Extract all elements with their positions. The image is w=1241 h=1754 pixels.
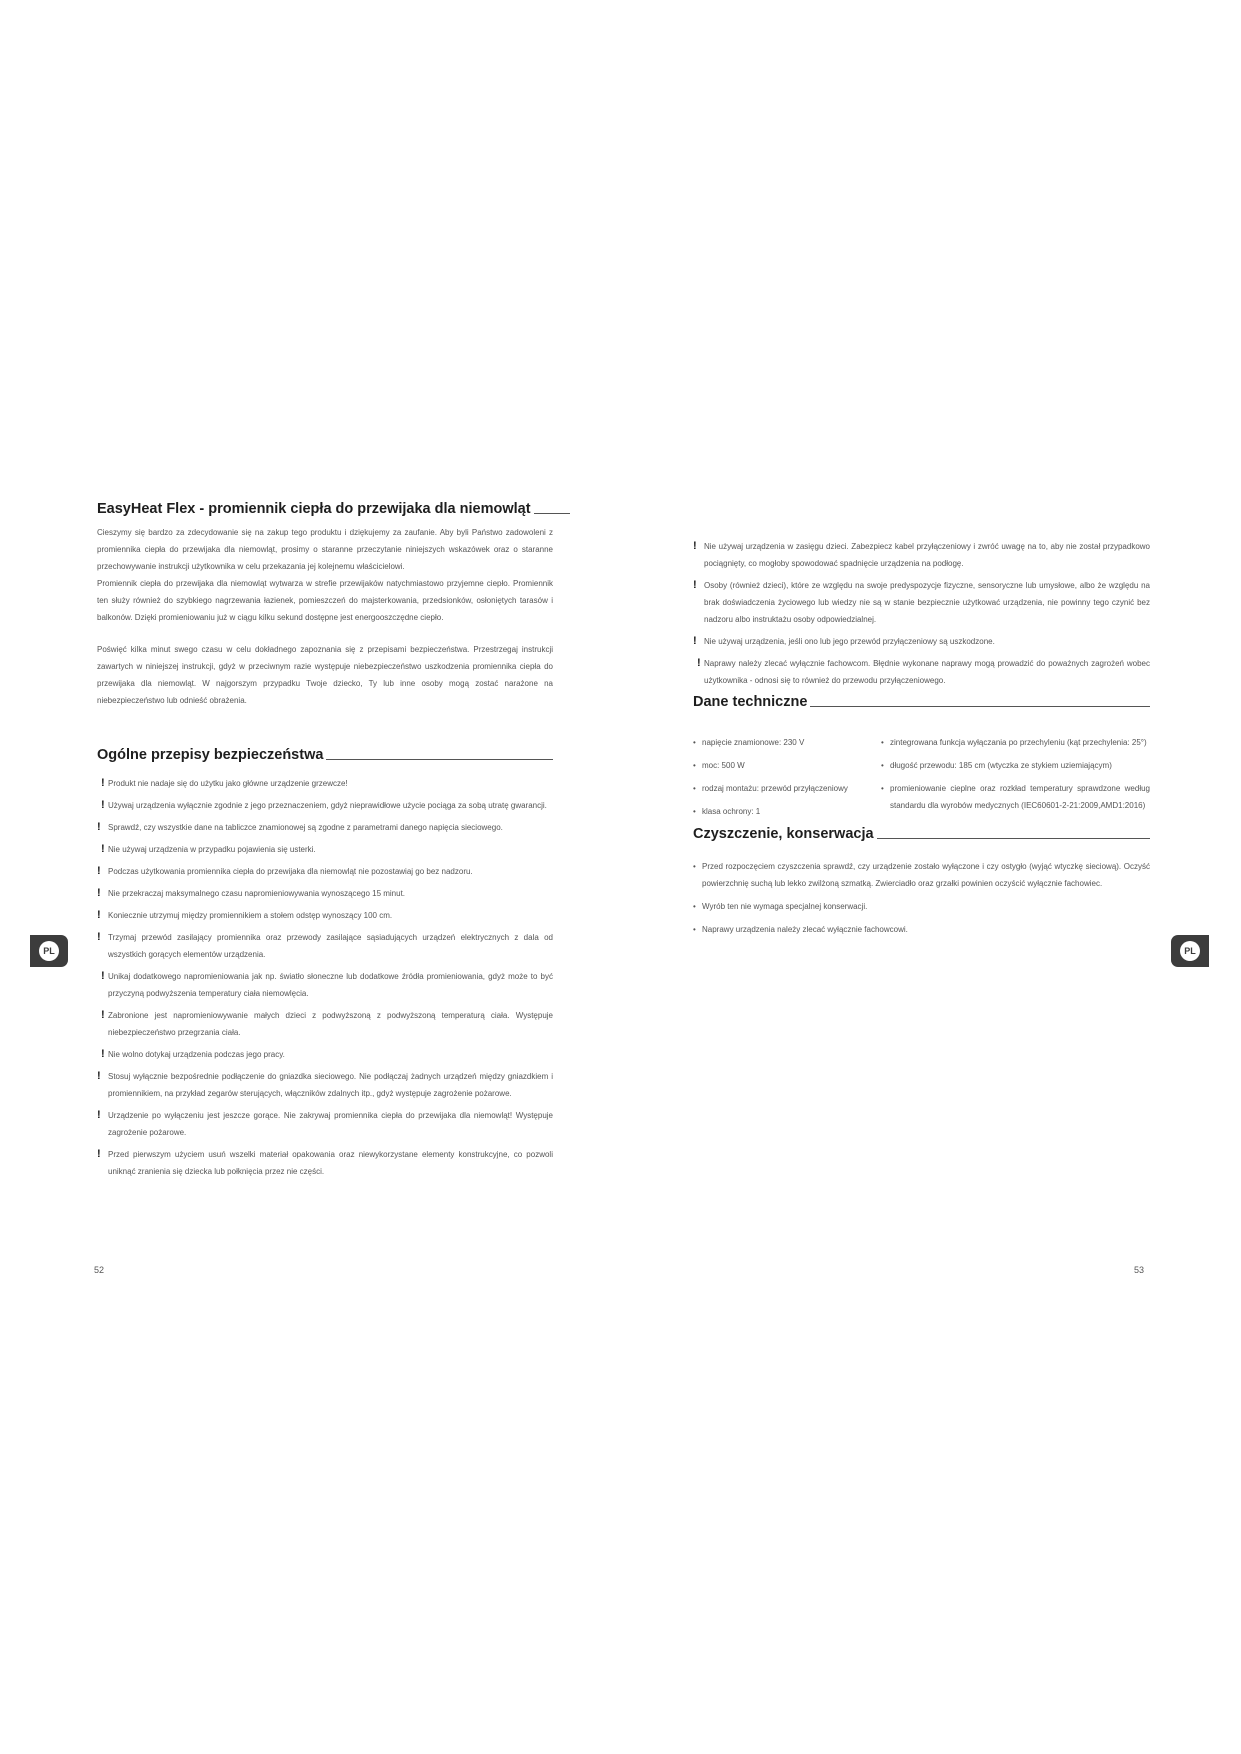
bullet-icon: • — [693, 807, 696, 816]
warning-item-text: Naprawy należy zlecać wyłącznie fachowcom. Błędnie wykonane naprawy mogą prowadzić do poważnych zagrożeń wobec użytkownika - odnosi się to również do przewodu przyłączeniowego. — [704, 659, 1150, 685]
warning-item — [693, 655, 1150, 689]
warning-exclamation-icon: ! — [97, 1070, 101, 1082]
intro-paragraph: Promiennik ciepła do przewijaka dla niemowląt wytwarza w strefie przewijaków natychmiastowo przyjemne ciepło. Promiennik ten służy również do szybkiego nagrzewania łazienek, pomieszczeń do majsterkowania, przedsionków, osłoniętych tarasów i balkonów. Dzięki promieniowaniu już w ciągu kilku sekund dostępne jest energooszczędne ciepło. — [97, 579, 553, 622]
safety-item-text: Trzymaj przewód zasilający promiennika oraz przewody zasilające sąsiadujących urządzeń elektrycznych z dala od wszystkich gorących elementów urządzenia. — [108, 933, 553, 959]
left-page-column — [97, 501, 553, 1185]
spec-text: promieniowanie cieplne oraz rozkład temperatury sprawdzone według standardu dla wyrobów medycznych (IEC60601-2-21:2009,AMD1:2016) — [890, 784, 1150, 810]
warnings-list — [693, 538, 1150, 689]
warning-exclamation-icon: ! — [693, 540, 697, 552]
safety-item — [97, 797, 553, 814]
warning-item — [693, 633, 1150, 650]
heading-rule — [810, 706, 1150, 707]
heading-rule — [877, 838, 1150, 839]
warning-exclamation-icon: ! — [97, 909, 101, 921]
safety-item — [97, 775, 553, 792]
tech-specs — [693, 734, 1150, 826]
safety-item — [97, 885, 553, 902]
spec-text: moc: 500 W — [702, 761, 745, 770]
spec-item — [693, 734, 881, 751]
right-page-column — [693, 538, 1150, 944]
language-tab-right — [1171, 935, 1209, 967]
bullet-icon: • — [881, 738, 884, 747]
safety-item — [97, 907, 553, 924]
warning-exclamation-icon: ! — [693, 635, 697, 647]
warning-exclamation-icon: ! — [97, 865, 101, 877]
spec-text: zintegrowana funkcja wyłączania po przechyleniu (kąt przechylenia: 25°) — [890, 738, 1147, 747]
warning-exclamation-icon: ! — [97, 1148, 101, 1160]
intro-section — [97, 524, 553, 709]
cleaning-item-text: Przed rozpoczęciem czyszczenia sprawdź, czy urządzenie zostało wyłączone i czy ostygło (wyjąć wtyczkę sieciową). Oczyść powierzchnię suchą lub lekko zwilżoną szmatką. Zwierciadło oraz grzałki powinien oczyścić wyłącznie fachowiec. — [702, 862, 1150, 888]
spec-text: rodzaj montażu: przewód przyłączeniowy — [702, 784, 848, 793]
safety-item-text: Koniecznie utrzymuj między promiennikiem a stołem odstęp wynoszący 100 cm. — [108, 911, 393, 920]
safety-item — [97, 968, 553, 1002]
warning-exclamation-icon: ! — [101, 843, 105, 855]
spec-text: długość przewodu: 185 cm (wtyczka ze stykiem uziemiającym) — [890, 761, 1112, 770]
warning-exclamation-icon: ! — [697, 657, 701, 669]
language-badge: PL — [39, 941, 59, 961]
safety-item-text: Nie wolno dotykaj urządzenia podczas jego pracy. — [108, 1050, 285, 1059]
safety-item — [97, 841, 553, 858]
warning-item-text: Nie używaj urządzenia, jeśli ono lub jego przewód przyłączeniowy są uszkodzone. — [704, 637, 995, 646]
spec-item — [693, 780, 881, 797]
cleaning-item-text: Naprawy urządzenia należy zlecać wyłącznie fachowcowi. — [702, 925, 908, 934]
warning-item — [693, 538, 1150, 572]
spec-item — [881, 734, 1150, 751]
title-rule — [534, 513, 570, 514]
safety-heading — [97, 747, 553, 763]
safety-item-text: Przed pierwszym użyciem usuń wszelki materiał opakowania oraz niewykorzystane elementy konstrukcyjne, co pozwoli uniknąć zranienia się dziecka lub połknięcia przez nie części. — [108, 1150, 553, 1176]
bullet-icon: • — [693, 738, 696, 747]
page-number-left: 52 — [94, 1265, 105, 1275]
safety-item-text: Używaj urządzenia wyłącznie zgodnie z jego przeznaczeniem, gdyż nieprawidłowe użycie pociąga za sobą utratę gwarancji. — [108, 801, 547, 810]
safety-item-text: Podczas użytkowania promiennika ciepła do przewijaka dla niemowląt nie pozostawiaj go bez nadzoru. — [108, 867, 473, 876]
bullet-icon: • — [693, 925, 696, 934]
bullet-icon: • — [693, 784, 696, 793]
tech-specs-column-1 — [693, 734, 881, 826]
safety-item — [97, 1107, 553, 1141]
safety-item — [97, 819, 553, 836]
warning-item-text: Osoby (również dzieci), które ze względu na swoje predyspozycje fizyczne, sensoryczne lub umysłowe, albo że względu na brak doświadczenia życiowego lub wiedzy nie są w stanie bezpiecznie użytkować urządzenia, nie powinny tego czynić bez nadzoru albo instruktażu osoby odpowiedzialnej. — [704, 581, 1150, 624]
safety-item — [97, 929, 553, 963]
tech-heading-text: Dane techniczne — [693, 694, 808, 710]
bullet-icon: • — [881, 784, 884, 793]
safety-item — [97, 1068, 553, 1102]
spec-item — [881, 757, 1150, 774]
bullet-icon: • — [881, 761, 884, 770]
warning-exclamation-icon: ! — [101, 1009, 105, 1021]
safety-item-text: Produkt nie nadaje się do użytku jako główne urządzenie grzewcze! — [108, 779, 348, 788]
product-title-text: EasyHeat Flex - promiennik ciepła do przewijaka dla niemowląt — [97, 501, 531, 517]
warning-exclamation-icon: ! — [101, 777, 105, 789]
intro-paragraph: Cieszymy się bardzo za zdecydowanie się na zakup tego produktu i dziękujemy za zaufanie. Aby byli Państwo zadowoleni z promiennika ciepła do przewijaka dla niemowląt, prosimy o staranne przeczytanie niniejszych wskazówek oraz o staranne przechowywanie instrukcji użytkownika w celu przekazania jej kolejnemu właścicielowi. — [97, 528, 553, 571]
spec-text: napięcie znamionowe: 230 V — [702, 738, 805, 747]
heading-rule — [326, 759, 553, 760]
intro-paragraph: Poświęć kilka minut swego czasu w celu dokładnego zapoznania się z przepisami bezpieczeństwa. Przestrzegaj instrukcji zawartych w niniejszej instrukcji, gdyż w przeciwnym razie występuje niebezpieczeństwo uszkodzenia promiennika ciepła do przewijaka dla niemowląt. W najgorszym przypadku Twoje dziecko, Ty lub inne osoby mogą zostać narażone na niebezpieczeństwo lub odnieść obrażenia. — [97, 645, 553, 705]
cleaning-item-text: Wyrób ten nie wymaga specjalnej konserwacji. — [702, 902, 868, 911]
product-title — [97, 501, 553, 517]
safety-item-text: Sprawdź, czy wszystkie dane na tabliczce znamionowej są zgodne z parametrami danego napięcia sieciowego. — [108, 823, 503, 832]
cleaning-item — [693, 898, 1150, 915]
cleaning-item — [693, 858, 1150, 892]
bullet-icon: • — [693, 761, 696, 770]
warning-exclamation-icon: ! — [693, 579, 697, 591]
safety-item-text: Unikaj dodatkowego napromieniowania jak np. światło słoneczne lub dodatkowe źródła promieniowania, gdyż może to być przyczyną podwyższenia temperatury ciała niemowlęcia. — [108, 972, 553, 998]
warning-exclamation-icon: ! — [97, 1109, 101, 1121]
safety-item-text: Zabronione jest napromieniowywanie małych dzieci z podwyższoną z podwyższoną temperaturą ciała. Występuje niebezpieczeństwo przegrzania ciała. — [108, 1011, 553, 1037]
safety-heading-text: Ogólne przepisy bezpieczeństwa — [97, 747, 324, 763]
warning-exclamation-icon: ! — [97, 821, 101, 833]
warning-exclamation-icon: ! — [101, 1048, 105, 1060]
warning-item — [693, 577, 1150, 628]
spec-text: klasa ochrony: 1 — [702, 807, 761, 816]
tech-specs-column-2 — [881, 734, 1150, 826]
cleaning-heading — [693, 826, 1150, 842]
page-number-right: 53 — [1134, 1265, 1145, 1275]
warning-exclamation-icon: ! — [101, 970, 105, 982]
cleaning-item — [693, 921, 1150, 938]
bullet-icon: • — [693, 902, 696, 911]
cleaning-heading-text: Czyszczenie, konserwacja — [693, 826, 874, 842]
spec-item — [881, 780, 1150, 814]
safety-item — [97, 1146, 553, 1180]
cleaning-list — [693, 858, 1150, 938]
safety-item — [97, 1007, 553, 1041]
safety-item-text: Nie używaj urządzenia w przypadku pojawienia się usterki. — [108, 845, 316, 854]
safety-item-text: Urządzenie po wyłączeniu jest jeszcze gorące. Nie zakrywaj promiennika ciepła do przewijaka dla niemowląt! Występuje zagrożenie pożarowe. — [108, 1111, 553, 1137]
spec-item — [693, 757, 881, 774]
safety-item — [97, 1046, 553, 1063]
safety-list — [97, 775, 553, 1180]
language-tab-left — [30, 935, 68, 967]
warning-exclamation-icon: ! — [97, 931, 101, 943]
safety-item-text: Stosuj wyłącznie bezpośrednie podłączenie do gniazdka sieciowego. Nie podłączaj żadnych urządzeń między gniazdkiem i promiennikiem, na przykład zegarów sterujących, włączników zdalnych itp., gdyż występuje zagrożenie pożarowe. — [108, 1072, 553, 1098]
warning-exclamation-icon: ! — [101, 799, 105, 811]
spec-item — [693, 803, 881, 820]
tech-heading — [693, 694, 1150, 710]
safety-item-text: Nie przekraczaj maksymalnego czasu napromieniowywania wynoszącego 15 minut. — [108, 889, 406, 898]
language-badge: PL — [1180, 941, 1200, 961]
bullet-icon: • — [693, 862, 696, 871]
warning-exclamation-icon: ! — [97, 887, 101, 899]
safety-item — [97, 863, 553, 880]
warning-item-text: Nie używaj urządzenia w zasięgu dzieci. Zabezpiecz kabel przyłączeniowy i zwróć uwagę na to, aby nie został przypadkowo pociągnięty, co mogłoby spowodować spadnięcie urządzenia na podłogę. — [704, 542, 1150, 568]
